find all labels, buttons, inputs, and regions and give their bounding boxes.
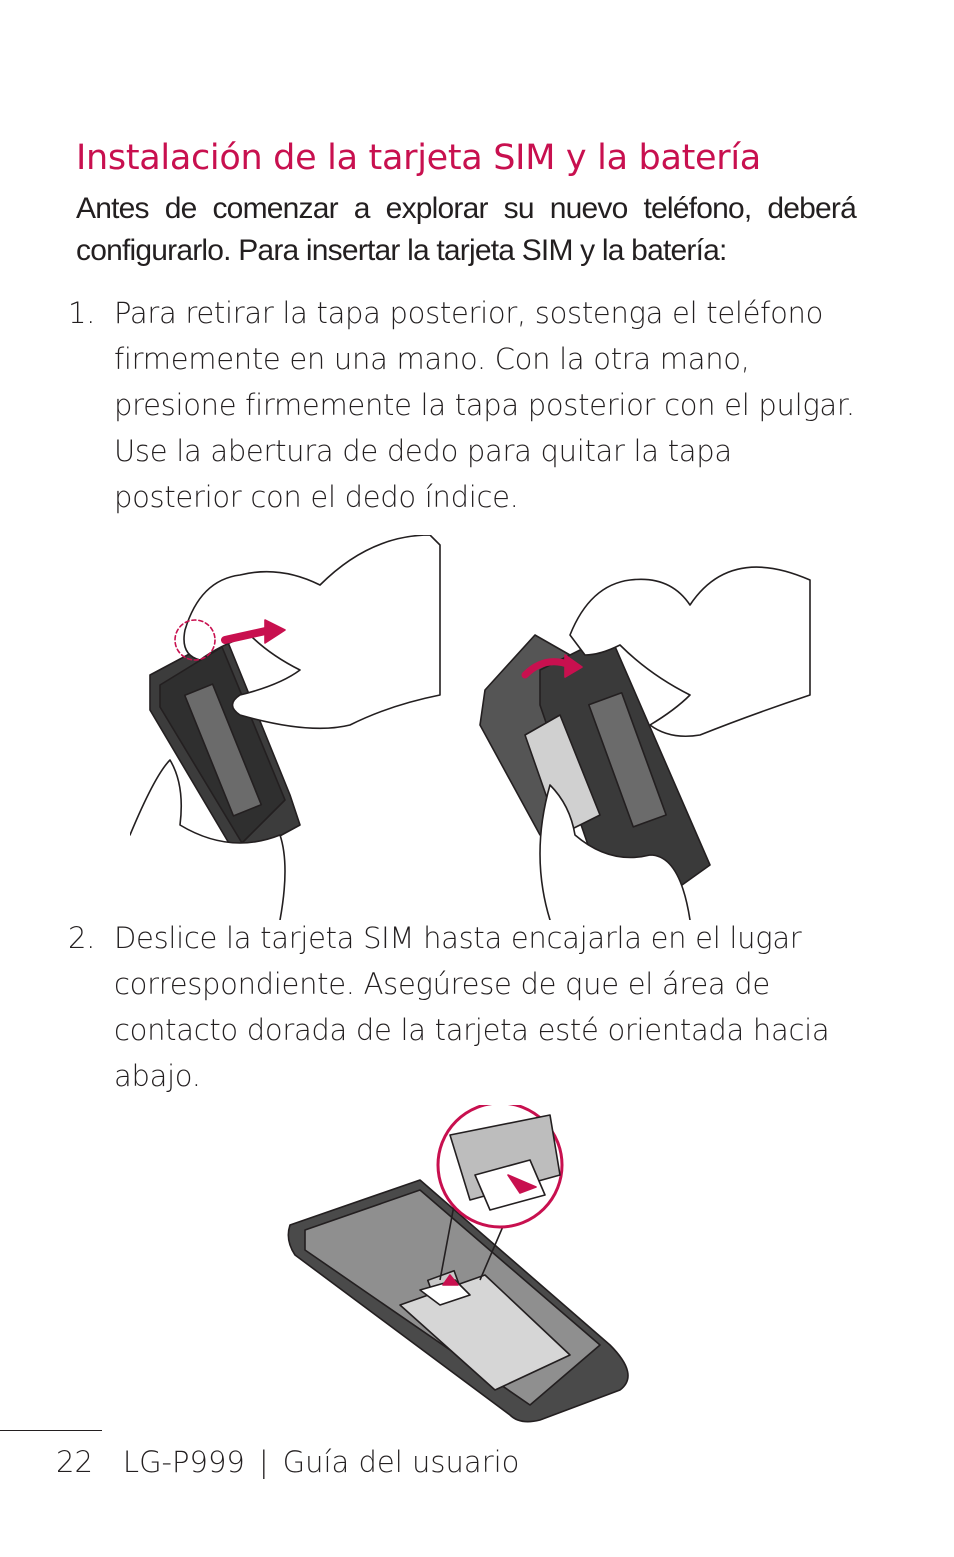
step-number: 2. (68, 921, 96, 955)
step-text: Para retirar la tapa posterior, sostenga el teléfono firmemente en una mano. Con la otra mano, presione firmemente la tapa posterior con el pulgar. Use la abertura de dedo para quitar la tapa posterior con el dedo índice. (114, 296, 855, 514)
section-title: Instalación de la tarjeta SIM y la batería (76, 138, 761, 178)
step-1 (68, 290, 858, 520)
remove-back-cover-illustration (130, 535, 820, 920)
footer-rule (0, 1430, 102, 1431)
page-footer (56, 1445, 519, 1479)
model-name: LG-P999 (122, 1445, 245, 1479)
footer-separator: | (258, 1445, 269, 1479)
step-text: Deslice la tarjeta SIM hasta encajarla en el lugar correspondiente. Asegúrese de que el área de contacto dorada de la tarjeta esté orientada hacia abajo. (114, 921, 830, 1093)
intro-paragraph: Antes de comenzar a explorar su nuevo teléfono, deberá configurarlo. Para insertar la tarjeta SIM y la batería: (76, 192, 856, 267)
phone-open (288, 1180, 628, 1422)
step-number: 1. (68, 296, 96, 330)
guide-title: Guía del usuario (282, 1445, 520, 1479)
insert-sim-illustration (280, 1105, 640, 1430)
step-2 (68, 915, 858, 1099)
page-number: 22 (56, 1445, 93, 1479)
